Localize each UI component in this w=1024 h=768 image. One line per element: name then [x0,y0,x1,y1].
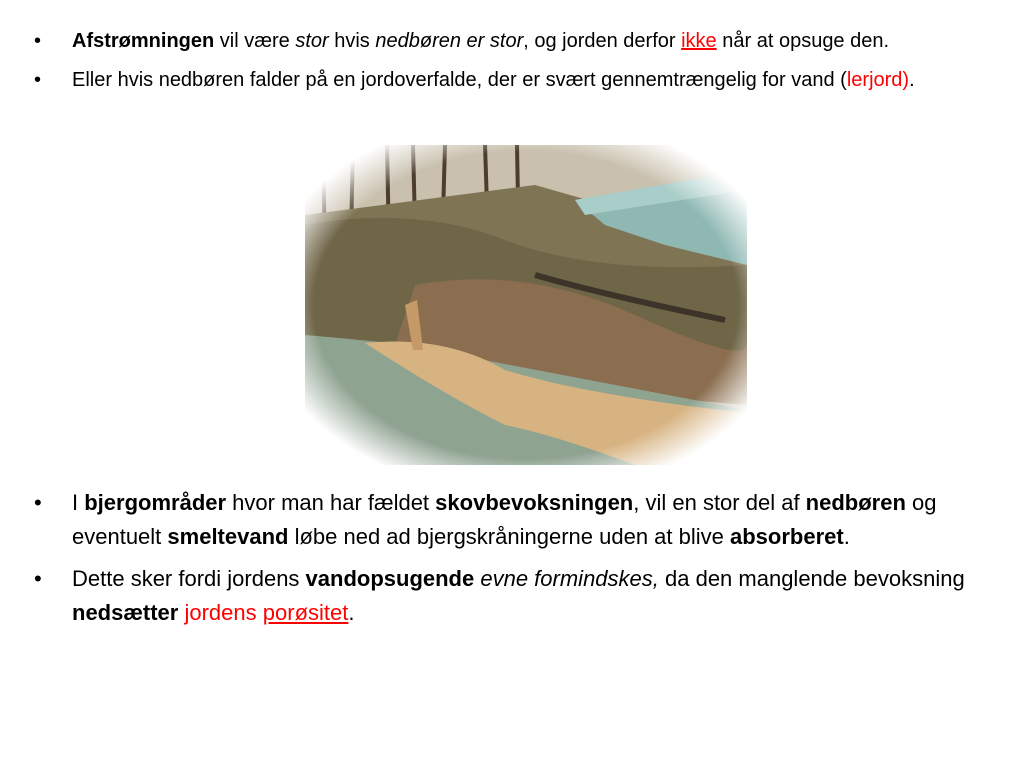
text-span: . [348,600,355,625]
term-skovbevoksningen: skovbevoksningen [435,490,634,515]
text-span: løbe ned ad bjergskråningerne uden at blive [288,524,730,549]
text-span: hvor man har fældet [226,490,436,515]
bullet-dot: • [34,566,42,591]
bullet-dot: • [34,490,42,515]
term-bjergomrader: bjergområder [84,490,227,515]
bullet-clay-soil [0,65,1024,96]
bullet-porosity [0,562,1024,630]
text-span: hvis [328,30,376,52]
text-span: vil være [214,30,296,52]
emph-evne-formindskes: evne formindskes, [480,566,659,591]
bullet-mountain-areas [0,486,1024,554]
top-bullet-list [0,26,1024,104]
text-span: og eventuelt [72,490,937,549]
term-nedsaetter: nedsætter [72,600,179,625]
term-lerjord: lerjord) [846,69,910,91]
bottom-bullet-list [0,486,1024,638]
emph-ikke: ikke [681,30,717,52]
term-jordens: jordens [184,600,257,625]
term-absorberet: absorberet [729,524,844,549]
text-span: I [72,490,85,515]
bullet-runoff [0,26,1024,57]
text-span: Eller hvis nedbøren falder på en jordoverfalde, der er svært gennemtrængelig for vand ( [72,69,847,91]
text-span: Dette sker fordi jordens [72,566,306,591]
term-vandopsugende: vandopsugende [305,566,475,591]
term-nedboren: nedbøren [805,490,906,515]
text-span: . [843,524,850,549]
text-span: da den manglende bevoksning [658,566,965,591]
text-span: , vil en stor del af [633,490,806,515]
photo-illustration [305,145,747,465]
text-span: . [909,69,915,91]
emph-nedboren-er-stor: nedbøren er stor [375,30,524,52]
erosion-runoff-photo [305,145,747,465]
term-smeltevand: smeltevand [167,524,289,549]
text-span: , og jorden derfor [523,30,682,52]
term-porositet: porøsitet [262,600,349,625]
emph-stor: stor [295,30,329,52]
term-afstromningen: Afstrømningen [72,30,215,52]
bullet-dot: • [34,69,42,91]
bullet-dot: • [34,30,42,52]
text-span: når at opsuge den. [716,30,890,52]
